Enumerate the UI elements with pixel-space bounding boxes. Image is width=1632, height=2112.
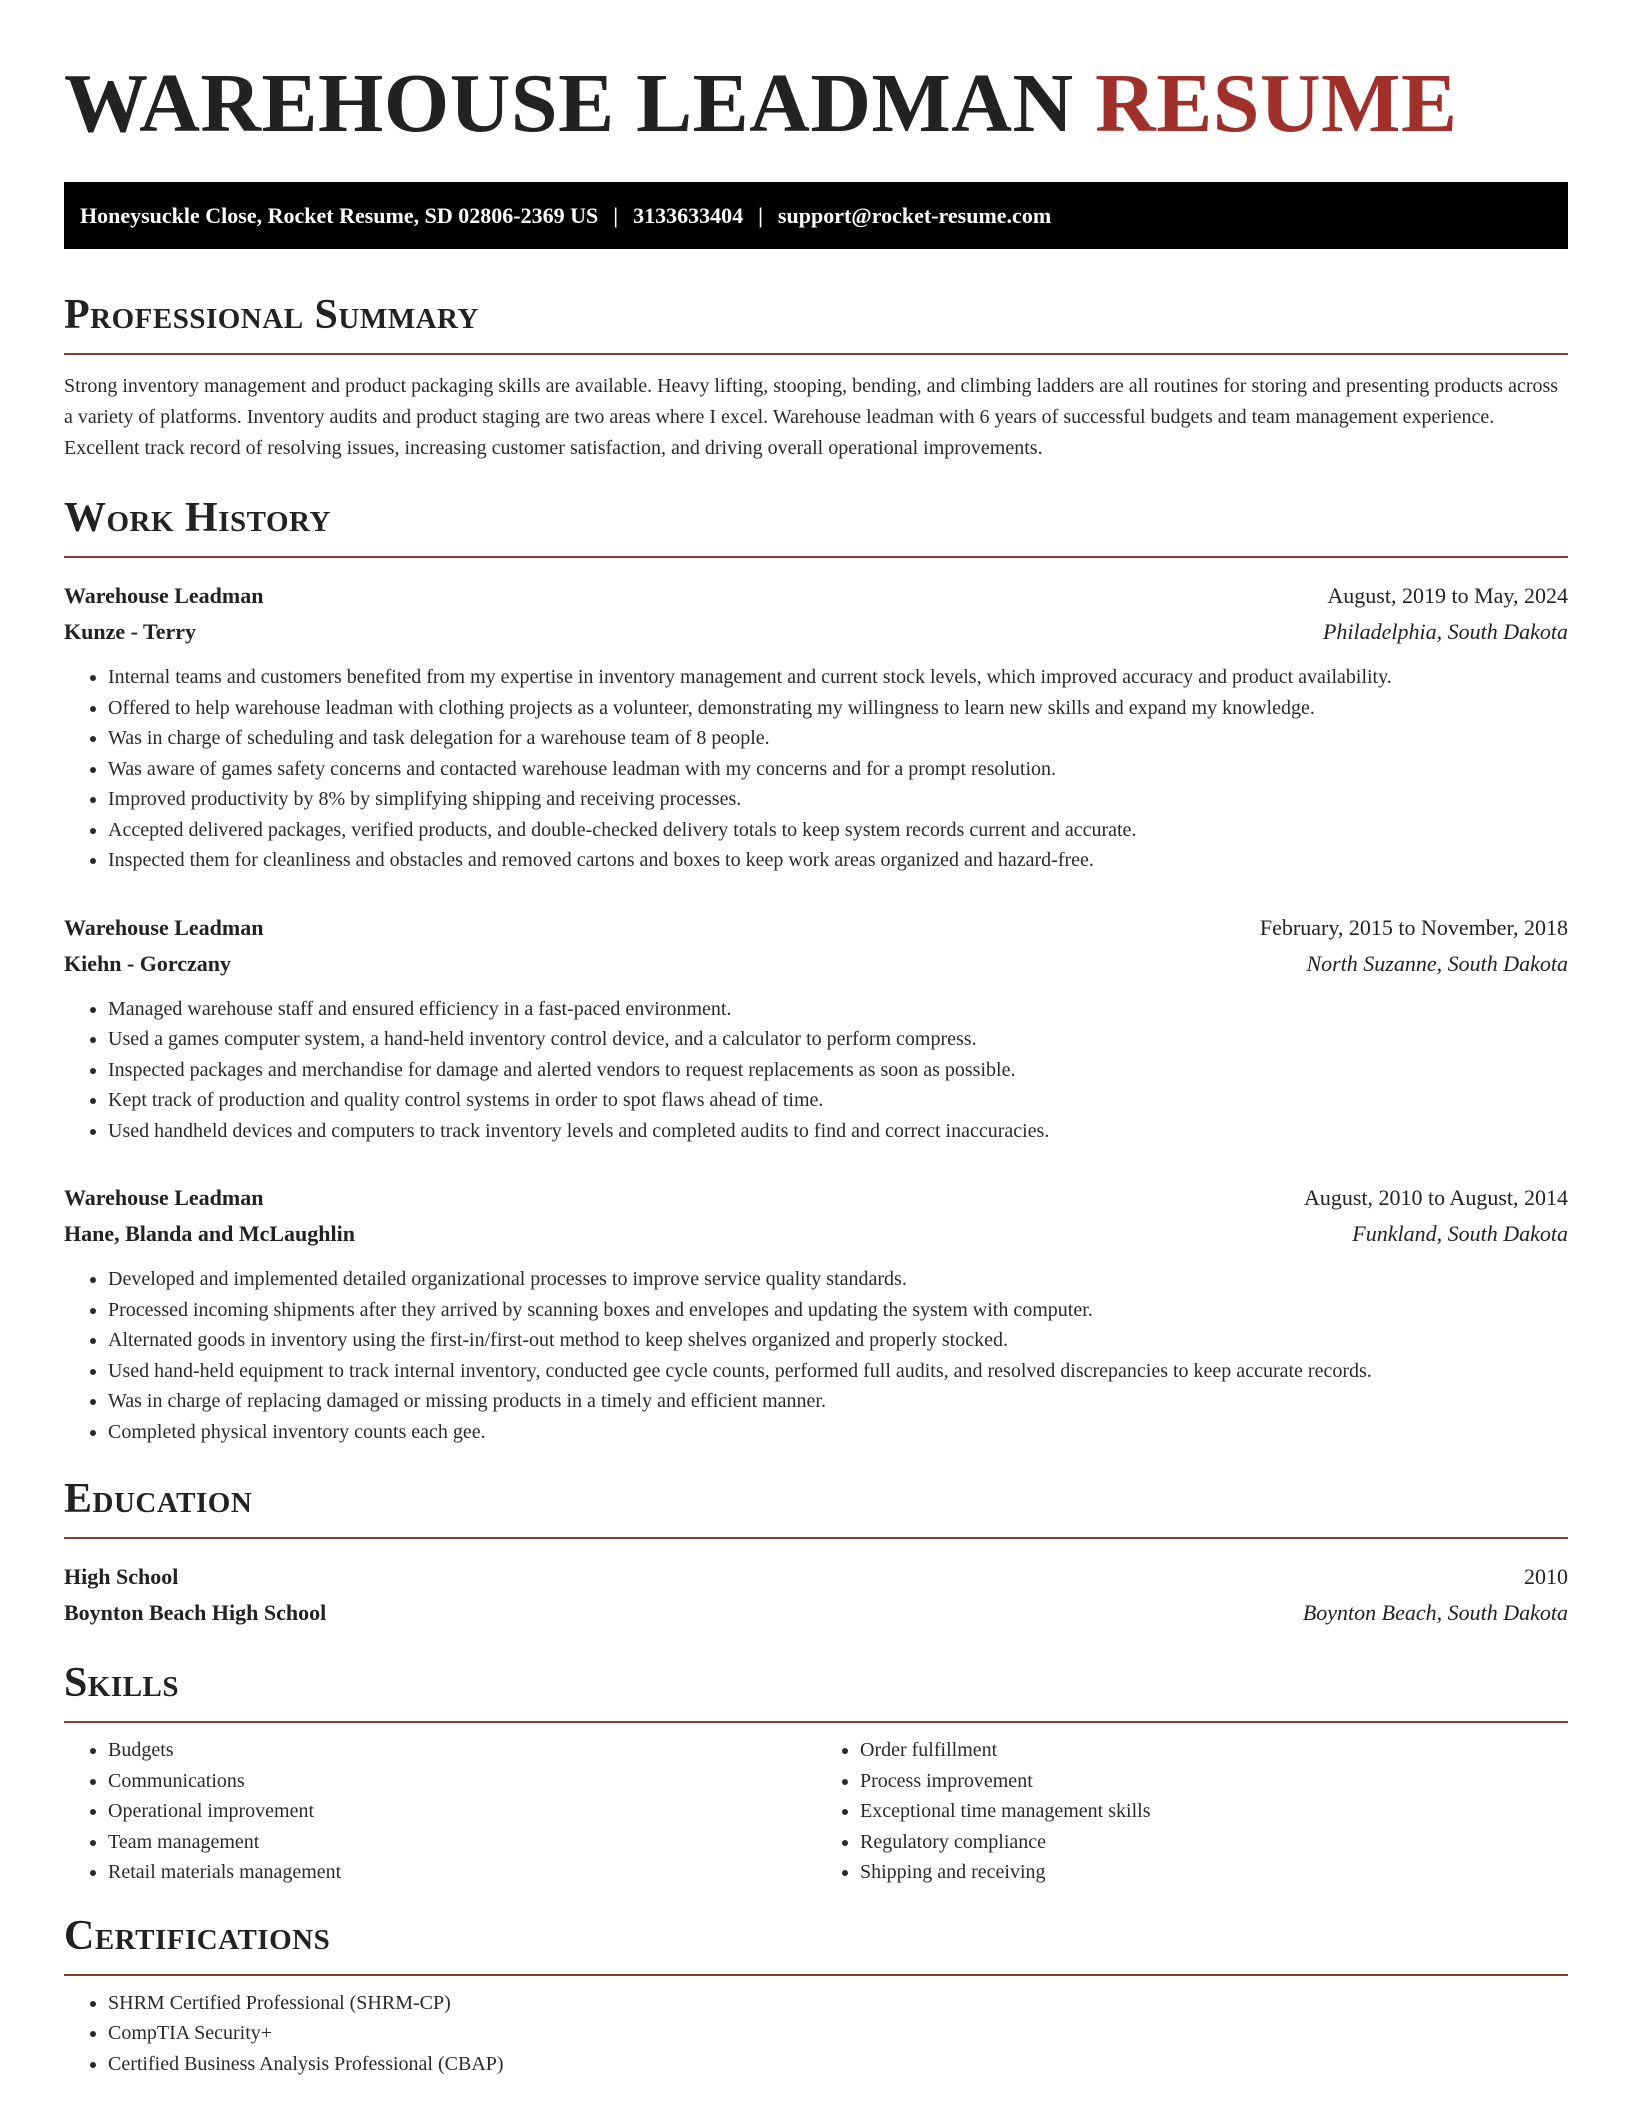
summary-text: Strong inventory management and product packaging skills are available. Heavy lifting, stooping, bending, and climbing ladders are all routines for storing and presenting products across a variety of platforms. Inventory audits and product staging are two areas where I excel. Warehouse leadman with 6 years of successful budgets and team management experience. Excellent track record of resolving issues, increasing customer satisfaction, and driving overall operational improvements. (64, 375, 1559, 459)
job-bullet: • Used a games computer system, a hand-held inventory control device, and a calculator to perform compress. (108, 1024, 1568, 1055)
skills-list-right (816, 1735, 1568, 1888)
section-divider (64, 1974, 1568, 1976)
skills-heading: Skills (64, 1660, 180, 1706)
job-bullet: • Improved productivity by 8% by simplifying shipping and receiving processes. (108, 784, 1568, 815)
skill-item: • Retail materials management (108, 1857, 816, 1888)
skill-item: • Exceptional time management skills (860, 1796, 1568, 1827)
job-bullet: • Was in charge of scheduling and task delegation for a warehouse team of 8 people. (108, 723, 1568, 754)
job-company: Kunze - Terry (64, 619, 196, 644)
job-location: Philadelphia, South Dakota (1322, 619, 1568, 644)
skill-item: • Operational improvement (108, 1796, 816, 1827)
education-school: Boynton Beach High School (64, 1600, 327, 1625)
skills-section (64, 1659, 1568, 1888)
certification-item: • CompTIA Security+ (108, 2018, 1568, 2049)
job-bullets (64, 1264, 1568, 1447)
job-bullets (64, 662, 1568, 876)
contact-email: support@rocket-resume.com (777, 202, 1052, 228)
contact-phone: 3133633404 (633, 202, 744, 228)
title-main: WAREHOUSE LEADMAN (64, 57, 1074, 150)
job-dates: August, 2010 to August, 2014 (1303, 1185, 1568, 1210)
certifications-section (64, 1912, 1568, 2080)
certification-item: • SHRM Certified Professional (SHRM-CP) (108, 1988, 1568, 2019)
resume-title (64, 58, 1568, 150)
job-bullet: • Developed and implemented detailed organizational processes to improve service quality standards. (108, 1264, 1568, 1295)
work-history-heading: Work History (64, 495, 331, 541)
education-degree: High School (64, 1564, 179, 1589)
job-bullet: • Used hand-held equipment to track internal inventory, conducted gee cycle counts, performed full audits, and resolved discrepancies to keep accurate records. (108, 1356, 1568, 1387)
section-divider (64, 353, 1568, 355)
job-location: North Suzanne, South Dakota (1306, 950, 1568, 976)
job-bullet: • Used handheld devices and computers to track inventory levels and completed audits to find and correct inaccuracies. (108, 1116, 1568, 1147)
job-entry (64, 1180, 1568, 1447)
job-bullet: • Accepted delivered packages, verified products, and double-checked delivery totals to keep system records current and accurate. (108, 815, 1568, 846)
job-bullet: • Inspected them for cleanliness and obstacles and removed cartons and boxes to keep work areas organized and hazard-free. (108, 845, 1568, 876)
job-bullets (64, 994, 1568, 1147)
job-bullet: • Alternated goods in inventory using the first-in/first-out method to keep shelves organized and properly stocked. (108, 1325, 1568, 1356)
education-year: 2010 (1524, 1564, 1568, 1589)
skill-item: • Communications (108, 1766, 816, 1797)
section-divider (64, 556, 1568, 558)
job-dates: February, 2015 to November, 2018 (1259, 914, 1568, 940)
skill-item: • Order fulfillment (860, 1735, 1568, 1766)
skill-item: • Team management (108, 1827, 816, 1858)
skill-item: • Budgets (108, 1735, 816, 1766)
contact-bar (64, 182, 1568, 249)
work-history-section (64, 494, 1568, 1447)
job-bullet: • Processed incoming shipments after they arrived by scanning boxes and envelopes and updating the system with computer. (108, 1295, 1568, 1326)
job-bullet: • Kept track of production and quality control systems in order to spot flaws ahead of time. (108, 1085, 1568, 1116)
job-title: Warehouse Leadman (64, 583, 264, 608)
skills-list-left (64, 1735, 816, 1888)
job-entry (64, 578, 1568, 876)
job-bullet: • Managed warehouse staff and ensured efficiency in a fast-paced environment. (108, 994, 1568, 1025)
skill-item: • Process improvement (860, 1766, 1568, 1797)
job-company: Hane, Blanda and McLaughlin (64, 1221, 355, 1246)
contact-separator: | (613, 202, 619, 228)
education-section (64, 1475, 1568, 1631)
job-bullet: • Offered to help warehouse leadman with clothing projects as a volunteer, demonstrating my willingness to learn new skills and expand my knowledge. (108, 693, 1568, 724)
summary-section (64, 291, 1568, 464)
education-entry (64, 1559, 1568, 1631)
job-bullet: • Internal teams and customers benefited from my expertise in inventory management and current stock levels, which improved accuracy and product availability. (108, 662, 1568, 693)
job-title: Warehouse Leadman (64, 1185, 264, 1210)
job-bullet: • Inspected packages and merchandise for damage and alerted vendors to request replacements as soon as possible. (108, 1055, 1568, 1086)
job-bullet: • Completed physical inventory counts each gee. (108, 1417, 1568, 1448)
education-heading: Education (64, 1476, 253, 1522)
section-divider (64, 1721, 1568, 1723)
certifications-heading: Certifications (64, 1912, 331, 1959)
job-dates: August, 2019 to May, 2024 (1327, 583, 1568, 608)
skill-item: • Regulatory compliance (860, 1827, 1568, 1858)
summary-heading: Professional Summary (64, 292, 479, 338)
job-location: Funkland, South Dakota (1352, 1221, 1568, 1246)
job-title: Warehouse Leadman (64, 914, 264, 940)
skills-grid (64, 1735, 1568, 1888)
job-bullet: • Was aware of games safety concerns and contacted warehouse leadman with my concerns and for a prompt resolution. (108, 754, 1568, 785)
contact-address: Honeysuckle Close, Rocket Resume, SD 02806-2369 US (80, 202, 599, 228)
skill-item: • Shipping and receiving (860, 1857, 1568, 1888)
job-company: Kiehn - Gorczany (64, 950, 232, 976)
certification-item: • Certified Business Analysis Professional (CBAP) (108, 2049, 1568, 2080)
section-divider (64, 1537, 1568, 1539)
certifications-list (64, 1988, 1568, 2080)
title-accent: RESUME (1095, 57, 1458, 150)
education-location: Boynton Beach, South Dakota (1302, 1600, 1568, 1625)
contact-separator: | (758, 202, 763, 228)
job-entry (64, 910, 1568, 1147)
job-bullet: • Was in charge of replacing damaged or missing products in a timely and efficient manner. (108, 1386, 1568, 1417)
